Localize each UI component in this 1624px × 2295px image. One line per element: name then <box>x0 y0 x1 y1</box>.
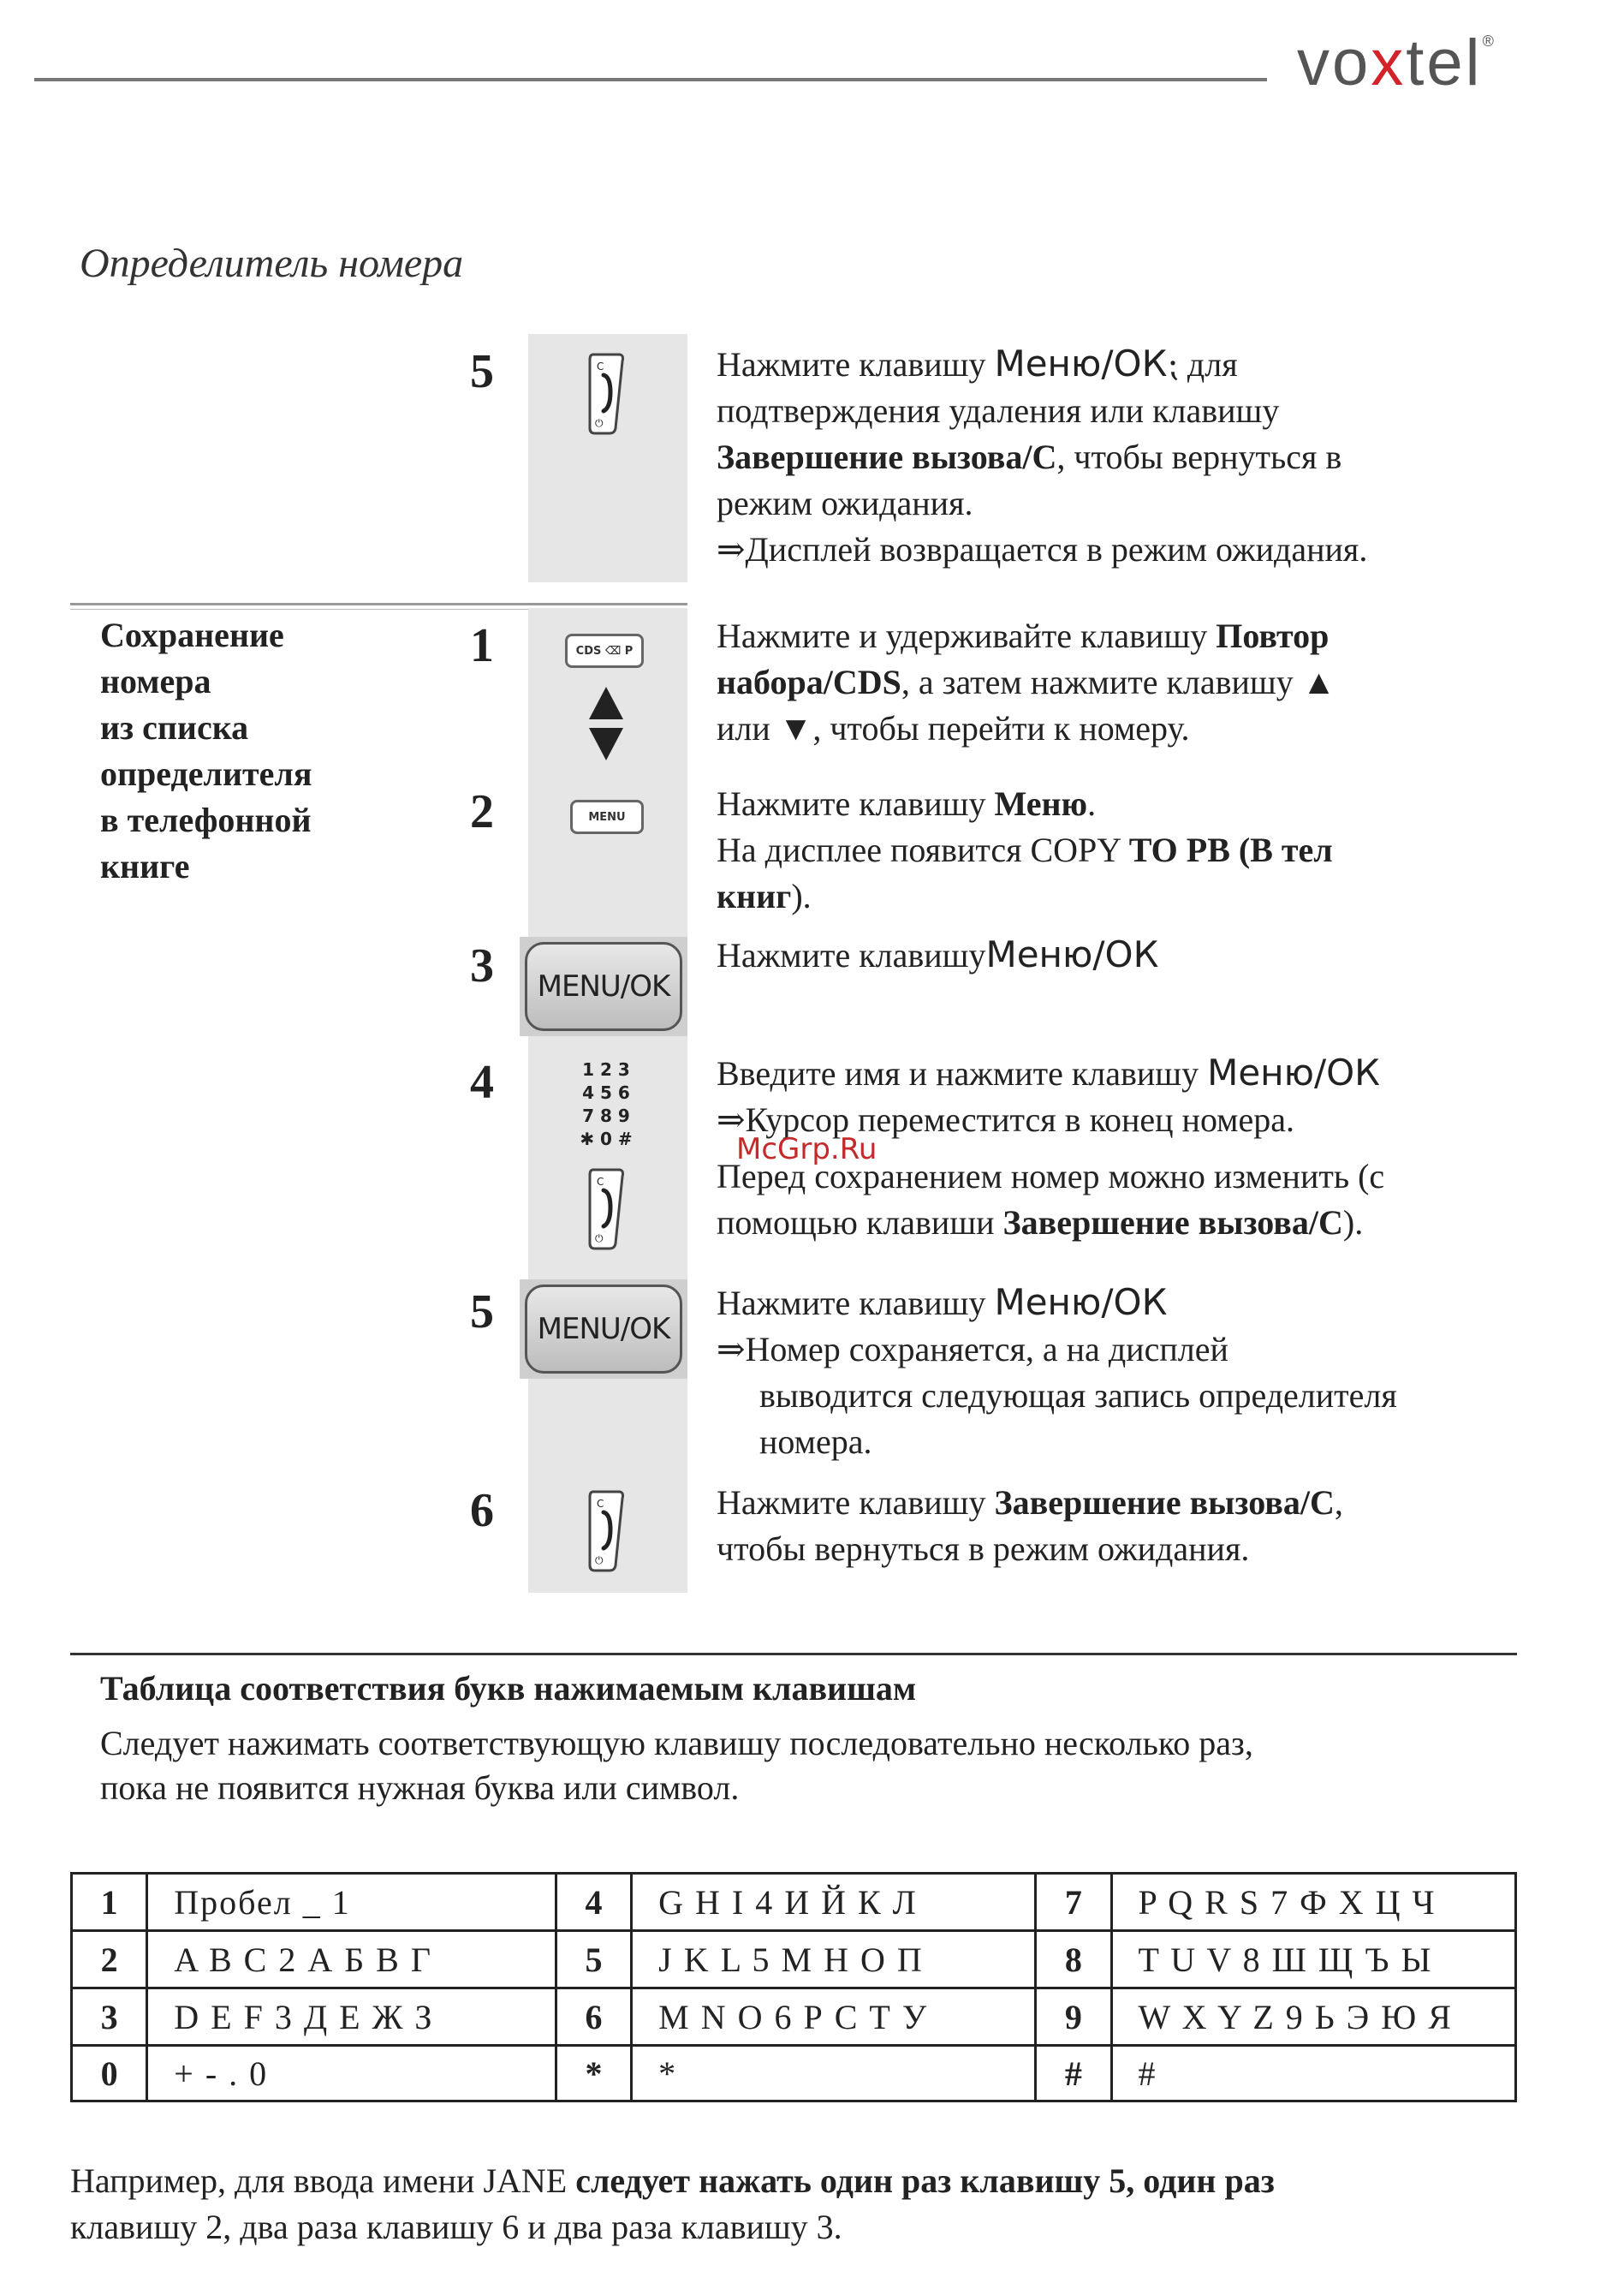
letters-cell: P Q R S 7 Ф Х Ц Ч <box>1111 1874 1515 1931</box>
letters-cell: W X Y Z 9 Ь Э Ю Я <box>1111 1988 1515 2046</box>
header-rule <box>34 78 1267 81</box>
key-cell: 5 <box>556 1931 631 1988</box>
up-down-arrows-icon <box>587 685 625 762</box>
phone-c-label: C <box>597 361 604 373</box>
letters-cell: * <box>632 2046 1036 2101</box>
key-cell: 1 <box>72 1874 147 1931</box>
step-number: 3 <box>470 939 494 993</box>
menu-ok-key-label: MENU/OK <box>525 942 682 1031</box>
key-cell: 7 <box>1036 1874 1111 1931</box>
step-text-6: Нажмите клавишу Завершение вызова/С, чтобы вернуться в режим ожидания. <box>717 1483 1343 1568</box>
svg-text:⏻: ⏻ <box>595 1554 604 1566</box>
menu-key-icon: MENU <box>570 800 644 834</box>
step-number: 5 <box>470 345 494 398</box>
key-cell: 3 <box>72 1988 147 2046</box>
redial-cds-key-icon: CDS ⌫ P <box>565 634 644 668</box>
brand-logo: voxtel® <box>1297 27 1496 99</box>
letters-cell: T U V 8 Ш Щ Ъ Ы <box>1111 1931 1515 1988</box>
menu-ok-key-label: MENU/OK <box>525 1285 682 1374</box>
end-call-key-icon <box>585 1488 628 1574</box>
letters-cell: + - . 0 <box>147 2046 556 2101</box>
letters-cell: # <box>1111 2046 1515 2101</box>
key-cell: 4 <box>556 1874 631 1931</box>
key-cell: 9 <box>1036 1988 1111 2046</box>
table-row <box>72 1874 1516 1931</box>
keypad-icon: 1 2 3 4 5 6 7 8 9 ✱ 0 # <box>580 1059 633 1149</box>
menu-ok-key-icon <box>520 937 687 1036</box>
letters-cell: G H I 4 И Й К Л <box>632 1874 1036 1931</box>
svg-text:C: C <box>597 1176 604 1188</box>
key-cell: * <box>556 2046 631 2101</box>
table-description: Следует нажимать соответствующую клавишу последовательно несколько раз, пока не появится нужная буква или символ. <box>100 1724 1253 1807</box>
table-row <box>72 1988 1516 2046</box>
phone-power-label: ⏻ <box>595 417 604 429</box>
letters-cell: Пробел _ 1 <box>147 1874 556 1931</box>
side-label-save-number: Сохранение номера из списка определителя в телефонной книге <box>100 616 312 885</box>
table-title: Таблица соответствия букв нажимаемым клавишам <box>100 1669 917 1708</box>
key-cell: 2 <box>72 1931 147 1988</box>
key-cell: 0 <box>72 2046 147 2101</box>
section-divider <box>70 603 687 605</box>
step-number: 2 <box>470 785 494 838</box>
table-row <box>72 1931 1516 1988</box>
section-divider <box>70 1653 1517 1655</box>
key-cell: # <box>1036 2046 1111 2101</box>
letters-cell: M N O 6 Р С Т У <box>632 1988 1036 2046</box>
table-row <box>72 2046 1516 2101</box>
step-text-delete-confirm: Нажмите клавишу Меню/ОК⁏ для подтверждения удаления или клавишу Завершение вызова/С, чтобы вернуться в режим ожидания. ⇒Дисплей возвращается в режим ожидания. <box>717 343 1368 569</box>
letters-cell: J K L 5 М Н О П <box>632 1931 1036 1988</box>
key-cell: 8 <box>1036 1931 1111 1988</box>
key-letter-table <box>70 1872 1517 2102</box>
menu-ok-key-icon <box>520 1279 687 1379</box>
step-number: 6 <box>470 1484 494 1537</box>
step-text-2: Нажмите клавишу Меню. На дисплее появится COPY TO PB (В тел книг). <box>717 784 1333 915</box>
svg-text:⏻: ⏻ <box>595 1232 604 1244</box>
end-call-key-icon <box>585 1166 628 1252</box>
step-number: 4 <box>470 1056 494 1109</box>
key-cell: 6 <box>556 1988 631 2046</box>
step-text-5: Нажмите клавишу Меню/ОК ⇒Номер сохраняется, а на дисплей выводится следующая запись определителя номера. <box>717 1281 1397 1461</box>
end-call-key-icon <box>585 351 628 437</box>
letters-cell: D E F 3 Д Е Ж З <box>147 1988 556 2046</box>
section-title: Определитель номера <box>80 241 464 286</box>
step-text-1: Нажмите и удерживайте клавишу Повтор набора/CDS, а затем нажмите клавишу ▲ или ▼, чтобы перейти к номеру. <box>717 617 1336 748</box>
step-text-4: Введите имя и нажмите клавишу Меню/ОК ⇒Курсор переместится в конец номера. Перед сохранением номер можно изменить (с помощью клавиши Завершение вызова/С). <box>717 1052 1385 1242</box>
watermark: McGrp.Ru <box>736 1132 877 1166</box>
step-number: 5 <box>470 1285 494 1338</box>
example-text: Например, для ввода имени JANE следует нажать один раз клавишу 5, один раз клавишу 2, два раза клавишу 6 и два раза клавишу 3. <box>70 2161 1275 2246</box>
svg-text:C: C <box>597 1498 604 1510</box>
letters-cell: A B C 2 А Б В Г <box>147 1931 556 1988</box>
step-text-3: Нажмите клавишуМеню/ОК <box>717 933 1159 975</box>
step-number: 1 <box>470 619 494 672</box>
